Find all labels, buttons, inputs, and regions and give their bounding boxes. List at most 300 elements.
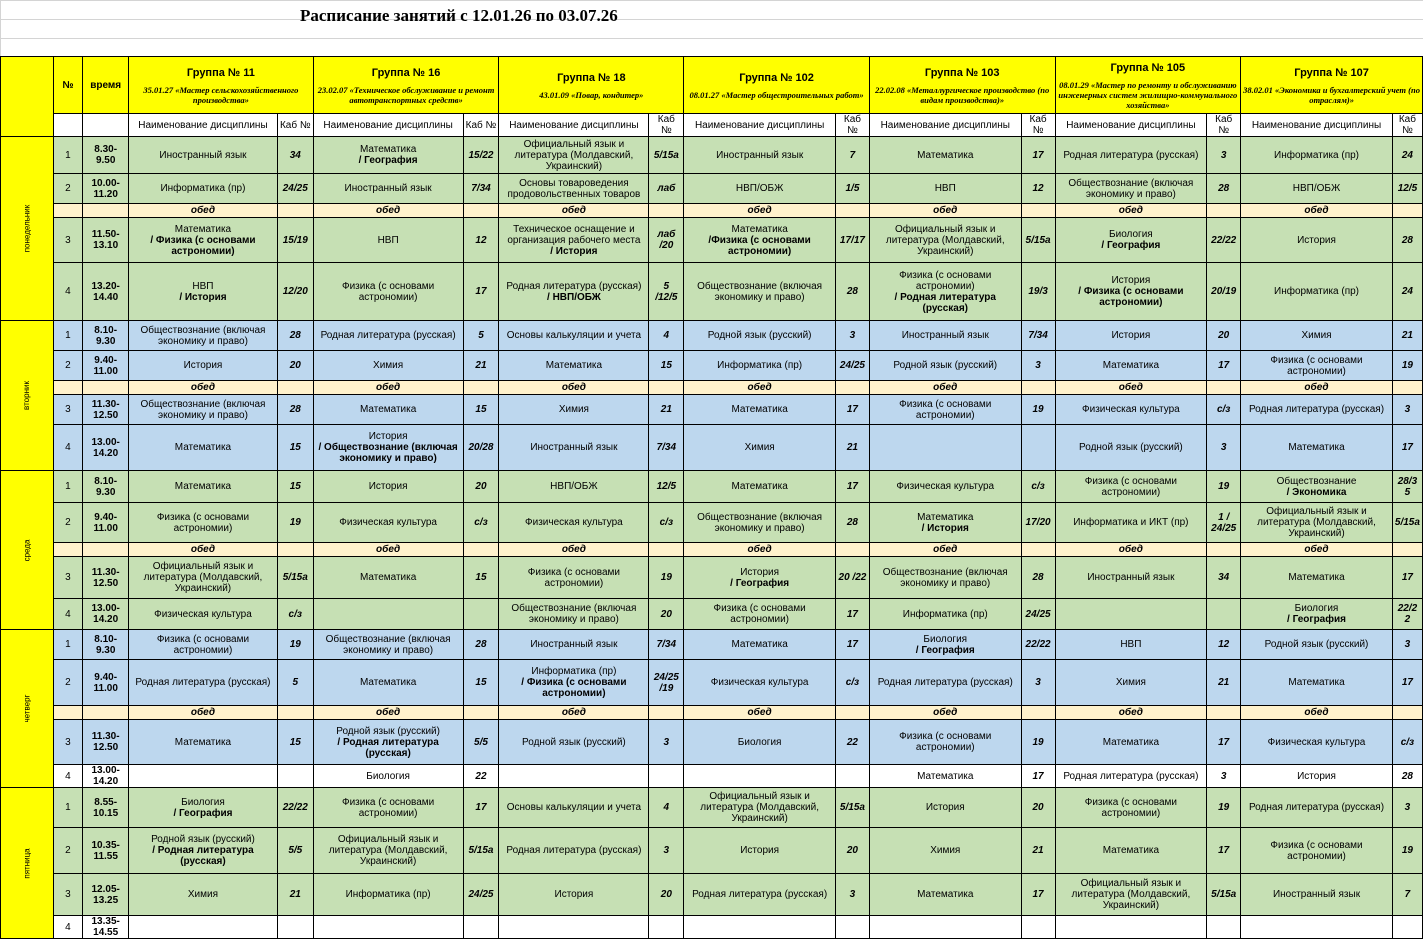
group-header[interactable] [129, 57, 314, 114]
cabinet-cell[interactable]: 7/34 [1021, 321, 1055, 351]
subject-cell[interactable] [869, 660, 1021, 706]
subject-cell[interactable] [684, 599, 836, 630]
lesson-time[interactable]: 9.40-11.00 [83, 660, 129, 706]
subject-cell[interactable] [869, 765, 1021, 788]
cabinet-cell[interactable]: с/з [649, 503, 684, 543]
subject-cell[interactable] [1055, 916, 1207, 939]
cabinet-cell[interactable]: 12/5 [1392, 174, 1422, 204]
subject-cell[interactable] [684, 720, 836, 765]
subject-cell[interactable] [313, 137, 463, 174]
cabinet-cell[interactable]: 20 [649, 874, 684, 916]
cabinet-cell[interactable]: 3 [649, 828, 684, 874]
subject-cell[interactable] [129, 788, 278, 828]
subject-cell[interactable] [499, 765, 649, 788]
cabinet-cell[interactable]: 1 / 24/25 [1207, 503, 1241, 543]
lunch-label[interactable]: обед [129, 381, 278, 395]
lunch-cab[interactable] [463, 706, 499, 720]
lunch-label[interactable]: обед [684, 204, 836, 218]
lesson-number[interactable]: 3 [53, 557, 83, 599]
subject-cell[interactable] [869, 263, 1021, 321]
subject-cell[interactable] [869, 503, 1021, 543]
lunch-time[interactable] [83, 381, 129, 395]
lunch-label[interactable]: обед [1055, 543, 1207, 557]
subject-cell[interactable] [1241, 137, 1393, 174]
subject-cell[interactable] [499, 828, 649, 874]
lesson-time[interactable]: 13.35-14.55 [83, 916, 129, 939]
subject-cell[interactable] [129, 425, 278, 471]
subheader-cab[interactable]: Каб № [1021, 114, 1055, 137]
lesson-number[interactable]: 3 [53, 395, 83, 425]
cabinet-cell[interactable]: 15/19 [277, 218, 313, 263]
lunch-label[interactable]: обед [499, 706, 649, 720]
cabinet-cell[interactable]: 20/19 [1207, 263, 1241, 321]
subject-cell[interactable] [1241, 599, 1393, 630]
subject-cell[interactable] [129, 557, 278, 599]
subject-cell[interactable] [313, 916, 463, 939]
cabinet-cell[interactable]: 5/15а [1021, 218, 1055, 263]
cabinet-cell[interactable]: 3 [1021, 660, 1055, 706]
cabinet-cell[interactable]: 22/2 2 [1392, 599, 1422, 630]
lunch-label[interactable]: обед [869, 543, 1021, 557]
cabinet-cell[interactable]: 20 [1021, 788, 1055, 828]
cabinet-cell[interactable]: 5 /12/5 [649, 263, 684, 321]
subject-cell[interactable] [1241, 660, 1393, 706]
subject-cell[interactable] [499, 874, 649, 916]
subject-cell[interactable] [1241, 765, 1393, 788]
cabinet-cell[interactable]: 20 [277, 351, 313, 381]
subject-cell[interactable] [1241, 395, 1393, 425]
lesson-time[interactable]: 11.50-13.10 [83, 218, 129, 263]
subject-cell[interactable] [684, 874, 836, 916]
lesson-number[interactable]: 3 [53, 720, 83, 765]
lunch-cab[interactable] [1207, 381, 1241, 395]
cabinet-cell[interactable] [463, 599, 499, 630]
group-header[interactable] [499, 57, 684, 114]
cabinet-cell[interactable]: 24/25 /19 [649, 660, 684, 706]
cabinet-cell[interactable]: 24/25 [835, 351, 869, 381]
subject-cell[interactable] [1055, 720, 1207, 765]
lunch-label[interactable]: обед [1241, 381, 1393, 395]
lesson-time[interactable]: 10.00-11.20 [83, 174, 129, 204]
subject-cell[interactable] [1055, 425, 1207, 471]
cabinet-cell[interactable]: 22/22 [277, 788, 313, 828]
cabinet-cell[interactable]: 28 [1021, 557, 1055, 599]
cabinet-cell[interactable] [277, 765, 313, 788]
lesson-number[interactable]: 1 [53, 788, 83, 828]
lesson-number[interactable]: 3 [53, 218, 83, 263]
lesson-number[interactable]: 4 [53, 425, 83, 471]
subject-cell[interactable] [1241, 557, 1393, 599]
cabinet-cell[interactable]: 19/3 [1021, 263, 1055, 321]
subheader-cab[interactable]: Каб № [835, 114, 869, 137]
subject-cell[interactable] [313, 263, 463, 321]
cabinet-cell[interactable]: 28 [835, 503, 869, 543]
cabinet-cell[interactable]: 21 [1021, 828, 1055, 874]
subject-cell[interactable] [684, 321, 836, 351]
cabinet-cell[interactable]: 7/34 [649, 425, 684, 471]
subject-cell[interactable] [684, 395, 836, 425]
cabinet-cell[interactable]: 28 [277, 395, 313, 425]
cabinet-cell[interactable]: 3 [1392, 395, 1422, 425]
subject-cell[interactable] [499, 599, 649, 630]
cabinet-cell[interactable]: 5/15а [277, 557, 313, 599]
lunch-cab[interactable] [277, 381, 313, 395]
cabinet-cell[interactable]: 5 [277, 660, 313, 706]
cabinet-cell[interactable]: 17 [1207, 720, 1241, 765]
cabinet-cell[interactable] [463, 916, 499, 939]
subject-cell[interactable] [869, 599, 1021, 630]
lesson-time[interactable]: 11.30-12.50 [83, 395, 129, 425]
subject-cell[interactable] [684, 174, 836, 204]
lesson-number[interactable]: 1 [53, 471, 83, 503]
subheader-subject[interactable]: Наименование дисциплины [129, 114, 278, 137]
cabinet-cell[interactable]: 17 [1392, 425, 1422, 471]
subject-cell[interactable] [869, 630, 1021, 660]
subject-cell[interactable] [869, 425, 1021, 471]
cabinet-cell[interactable]: 15 [463, 660, 499, 706]
subject-cell[interactable] [869, 557, 1021, 599]
lunch-label[interactable]: обед [313, 706, 463, 720]
cabinet-cell[interactable]: 19 [1207, 788, 1241, 828]
subject-cell[interactable] [1241, 174, 1393, 204]
cabinet-cell[interactable]: 3 [1207, 765, 1241, 788]
cabinet-cell[interactable]: с/з [463, 503, 499, 543]
subject-cell[interactable] [684, 351, 836, 381]
cabinet-cell[interactable]: 17/20 [1021, 503, 1055, 543]
cabinet-cell[interactable]: 24/25 [1021, 599, 1055, 630]
subheader-subject[interactable]: Наименование дисциплины [1055, 114, 1207, 137]
cabinet-cell[interactable]: 12 [1207, 630, 1241, 660]
cabinet-cell[interactable]: 7/34 [649, 630, 684, 660]
lesson-time[interactable]: 11.30-12.50 [83, 720, 129, 765]
cabinet-cell[interactable]: 5 [463, 321, 499, 351]
cabinet-cell[interactable]: 19 [1207, 471, 1241, 503]
lesson-time[interactable]: 9.40-11.00 [83, 351, 129, 381]
subject-cell[interactable] [499, 321, 649, 351]
lesson-time[interactable]: 9.40-11.00 [83, 503, 129, 543]
subject-cell[interactable] [499, 174, 649, 204]
lesson-number[interactable]: 4 [53, 263, 83, 321]
lunch-label[interactable]: обед [499, 381, 649, 395]
subject-cell[interactable] [313, 174, 463, 204]
cabinet-cell[interactable]: 12/5 [649, 471, 684, 503]
cabinet-cell[interactable]: 3 [1207, 425, 1241, 471]
subject-cell[interactable] [1055, 828, 1207, 874]
lesson-time[interactable]: 13.00-14.20 [83, 765, 129, 788]
lunch-num[interactable] [53, 381, 83, 395]
cabinet-cell[interactable] [1392, 916, 1422, 939]
cabinet-cell[interactable]: 20/28 [463, 425, 499, 471]
lunch-cab[interactable] [649, 706, 684, 720]
cabinet-cell[interactable]: 3 [835, 321, 869, 351]
subject-cell[interactable] [1055, 395, 1207, 425]
subject-cell[interactable] [1241, 916, 1393, 939]
cabinet-cell[interactable]: лаб /20 [649, 218, 684, 263]
subject-cell[interactable] [869, 916, 1021, 939]
subheader-cab[interactable]: Каб № [649, 114, 684, 137]
cabinet-cell[interactable] [1021, 425, 1055, 471]
cabinet-cell[interactable] [277, 916, 313, 939]
subject-cell[interactable] [1241, 471, 1393, 503]
subject-cell[interactable] [869, 788, 1021, 828]
subject-cell[interactable] [129, 503, 278, 543]
group-header[interactable] [1241, 57, 1423, 114]
subject-cell[interactable] [499, 916, 649, 939]
cabinet-cell[interactable]: 17 [1021, 765, 1055, 788]
subject-cell[interactable] [1241, 425, 1393, 471]
subject-cell[interactable] [684, 828, 836, 874]
lesson-number[interactable]: 2 [53, 174, 83, 204]
lunch-label[interactable]: обед [1241, 204, 1393, 218]
subheader-subject[interactable]: Наименование дисциплины [313, 114, 463, 137]
cabinet-cell[interactable] [1021, 916, 1055, 939]
lunch-label[interactable]: обед [129, 543, 278, 557]
subject-cell[interactable] [1241, 630, 1393, 660]
cabinet-cell[interactable]: лаб [649, 174, 684, 204]
subject-cell[interactable] [1055, 321, 1207, 351]
lesson-time[interactable]: 13.00-14.20 [83, 599, 129, 630]
cabinet-cell[interactable]: с/з [1021, 471, 1055, 503]
subject-cell[interactable] [684, 218, 836, 263]
subject-cell[interactable] [684, 557, 836, 599]
lesson-number[interactable]: 3 [53, 874, 83, 916]
subheader-time[interactable] [83, 114, 129, 137]
subheader-cab[interactable]: Каб № [1392, 114, 1422, 137]
cabinet-cell[interactable]: 7 [835, 137, 869, 174]
subject-cell[interactable] [313, 765, 463, 788]
lunch-label[interactable]: обед [499, 204, 649, 218]
subject-cell[interactable] [313, 395, 463, 425]
lunch-cab[interactable] [649, 543, 684, 557]
lesson-time[interactable]: 13.20-14.40 [83, 263, 129, 321]
subject-cell[interactable] [869, 828, 1021, 874]
subject-cell[interactable] [129, 321, 278, 351]
subject-cell[interactable] [684, 503, 836, 543]
cabinet-cell[interactable]: 17 [835, 471, 869, 503]
lesson-time[interactable]: 8.30-9.50 [83, 137, 129, 174]
lunch-cab[interactable] [1207, 706, 1241, 720]
subject-cell[interactable] [1241, 788, 1393, 828]
subject-cell[interactable] [313, 503, 463, 543]
subject-cell[interactable] [313, 660, 463, 706]
lunch-label[interactable]: обед [129, 204, 278, 218]
cabinet-cell[interactable]: 28 [277, 321, 313, 351]
lunch-label[interactable]: обед [313, 204, 463, 218]
subject-cell[interactable] [1241, 263, 1393, 321]
cabinet-cell[interactable]: 28/3 5 [1392, 471, 1422, 503]
cabinet-cell[interactable]: 15 [277, 425, 313, 471]
day-label[interactable] [1, 137, 54, 321]
lunch-num[interactable] [53, 706, 83, 720]
subject-cell[interactable] [1055, 874, 1207, 916]
subject-cell[interactable] [129, 471, 278, 503]
cabinet-cell[interactable]: 19 [277, 630, 313, 660]
subject-cell[interactable] [313, 720, 463, 765]
subject-cell[interactable] [129, 218, 278, 263]
cabinet-cell[interactable]: 3 [1021, 351, 1055, 381]
cabinet-cell[interactable]: 4 [649, 321, 684, 351]
group-header[interactable] [1055, 57, 1241, 114]
cabinet-cell[interactable] [1207, 599, 1241, 630]
cabinet-cell[interactable]: 28 [835, 263, 869, 321]
lunch-time[interactable] [83, 204, 129, 218]
cabinet-cell[interactable]: 17 [835, 395, 869, 425]
cabinet-cell[interactable]: 20 [463, 471, 499, 503]
subject-cell[interactable] [313, 351, 463, 381]
group-header[interactable] [313, 57, 499, 114]
lunch-time[interactable] [83, 706, 129, 720]
day-label[interactable] [1, 788, 54, 939]
cabinet-cell[interactable]: 34 [277, 137, 313, 174]
cabinet-cell[interactable]: 19 [1021, 395, 1055, 425]
subject-cell[interactable] [313, 788, 463, 828]
subject-cell[interactable] [313, 874, 463, 916]
lesson-time[interactable]: 8.55-10.15 [83, 788, 129, 828]
lunch-cab[interactable] [1021, 706, 1055, 720]
subject-cell[interactable] [684, 630, 836, 660]
subject-cell[interactable] [313, 557, 463, 599]
lunch-cab[interactable] [277, 706, 313, 720]
lesson-number[interactable]: 4 [53, 916, 83, 939]
subject-cell[interactable] [499, 660, 649, 706]
subject-cell[interactable] [869, 218, 1021, 263]
subject-cell[interactable] [1055, 660, 1207, 706]
cabinet-cell[interactable]: 22 [463, 765, 499, 788]
cabinet-cell[interactable]: 5/15а [1392, 503, 1422, 543]
cabinet-cell[interactable]: с/з [277, 599, 313, 630]
subject-cell[interactable] [684, 425, 836, 471]
cabinet-cell[interactable]: 21 [277, 874, 313, 916]
cabinet-cell[interactable]: 21 [1207, 660, 1241, 706]
cabinet-cell[interactable]: 15 [277, 471, 313, 503]
lunch-num[interactable] [53, 204, 83, 218]
lunch-label[interactable]: обед [1241, 706, 1393, 720]
cabinet-cell[interactable]: 21 [835, 425, 869, 471]
cabinet-cell[interactable]: 3 [1392, 788, 1422, 828]
subject-cell[interactable] [499, 503, 649, 543]
subject-cell[interactable] [499, 395, 649, 425]
header-time[interactable]: время [83, 57, 129, 114]
cabinet-cell[interactable]: 15 [277, 720, 313, 765]
cabinet-cell[interactable]: 21 [1392, 321, 1422, 351]
subject-cell[interactable] [1241, 321, 1393, 351]
subject-cell[interactable] [869, 874, 1021, 916]
subject-cell[interactable] [499, 471, 649, 503]
cabinet-cell[interactable]: 20 [835, 828, 869, 874]
lunch-label[interactable]: обед [313, 543, 463, 557]
cabinet-cell[interactable]: 24/25 [277, 174, 313, 204]
subject-cell[interactable] [129, 599, 278, 630]
cabinet-cell[interactable]: 3 [835, 874, 869, 916]
subject-cell[interactable] [1055, 557, 1207, 599]
subject-cell[interactable] [499, 557, 649, 599]
subheader-cab[interactable]: Каб № [1207, 114, 1241, 137]
cabinet-cell[interactable]: 15 [463, 557, 499, 599]
cabinet-cell[interactable] [649, 916, 684, 939]
subject-cell[interactable] [684, 471, 836, 503]
lesson-number[interactable]: 4 [53, 765, 83, 788]
cabinet-cell[interactable]: 15/22 [463, 137, 499, 174]
subject-cell[interactable] [1055, 765, 1207, 788]
cabinet-cell[interactable]: 22/22 [1207, 218, 1241, 263]
subject-cell[interactable] [129, 174, 278, 204]
cabinet-cell[interactable]: 7 [1392, 874, 1422, 916]
cabinet-cell[interactable]: 17 [463, 263, 499, 321]
cabinet-cell[interactable]: 19 [277, 503, 313, 543]
lunch-label[interactable]: обед [1055, 204, 1207, 218]
subject-cell[interactable] [684, 916, 836, 939]
cabinet-cell[interactable]: 17 [1021, 137, 1055, 174]
cabinet-cell[interactable]: 17 [1207, 828, 1241, 874]
subject-cell[interactable] [129, 351, 278, 381]
lesson-number[interactable]: 2 [53, 503, 83, 543]
cabinet-cell[interactable]: 12 [1021, 174, 1055, 204]
cabinet-cell[interactable]: 12/20 [277, 263, 313, 321]
cabinet-cell[interactable]: 5/15а [1207, 874, 1241, 916]
lunch-cab[interactable] [1392, 204, 1422, 218]
subheader-cab[interactable]: Каб № [277, 114, 313, 137]
header-corner[interactable] [1, 57, 54, 137]
subject-cell[interactable] [313, 321, 463, 351]
cabinet-cell[interactable]: 28 [1392, 765, 1422, 788]
cabinet-cell[interactable]: с/з [1207, 395, 1241, 425]
subject-cell[interactable] [684, 137, 836, 174]
lunch-label[interactable]: обед [1055, 706, 1207, 720]
subject-cell[interactable] [869, 720, 1021, 765]
lunch-cab[interactable] [835, 381, 869, 395]
lesson-time[interactable]: 12.05-13.25 [83, 874, 129, 916]
cabinet-cell[interactable]: 21 [463, 351, 499, 381]
lunch-label[interactable]: обед [869, 381, 1021, 395]
subject-cell[interactable] [499, 425, 649, 471]
subject-cell[interactable] [129, 874, 278, 916]
subject-cell[interactable] [313, 630, 463, 660]
cabinet-cell[interactable]: 28 [1392, 218, 1422, 263]
subheader-subject[interactable]: Наименование дисциплины [684, 114, 836, 137]
lunch-cab[interactable] [1021, 543, 1055, 557]
cabinet-cell[interactable]: 19 [1392, 828, 1422, 874]
cabinet-cell[interactable]: 17 [835, 630, 869, 660]
cabinet-cell[interactable]: 5/15а [649, 137, 684, 174]
subject-cell[interactable] [129, 630, 278, 660]
subject-cell[interactable] [1241, 874, 1393, 916]
lunch-cab[interactable] [277, 204, 313, 218]
subheader-cab[interactable]: Каб № [463, 114, 499, 137]
subject-cell[interactable] [869, 471, 1021, 503]
cabinet-cell[interactable]: 17 [1392, 660, 1422, 706]
subheader-subject[interactable]: Наименование дисциплины [869, 114, 1021, 137]
cabinet-cell[interactable]: 5/15а [463, 828, 499, 874]
lunch-cab[interactable] [649, 381, 684, 395]
cabinet-cell[interactable]: 15 [649, 351, 684, 381]
lunch-label[interactable]: обед [129, 706, 278, 720]
lunch-label[interactable]: обед [869, 706, 1021, 720]
lesson-number[interactable]: 2 [53, 828, 83, 874]
cabinet-cell[interactable]: 22 [835, 720, 869, 765]
subject-cell[interactable] [1241, 828, 1393, 874]
lunch-cab[interactable] [1392, 706, 1422, 720]
subject-cell[interactable] [869, 137, 1021, 174]
lunch-cab[interactable] [463, 543, 499, 557]
subject-cell[interactable] [1055, 788, 1207, 828]
subject-cell[interactable] [129, 765, 278, 788]
subject-cell[interactable] [869, 395, 1021, 425]
subject-cell[interactable] [129, 720, 278, 765]
subject-cell[interactable] [869, 351, 1021, 381]
subject-cell[interactable] [869, 174, 1021, 204]
subject-cell[interactable] [313, 471, 463, 503]
lesson-time[interactable]: 10.35-11.55 [83, 828, 129, 874]
